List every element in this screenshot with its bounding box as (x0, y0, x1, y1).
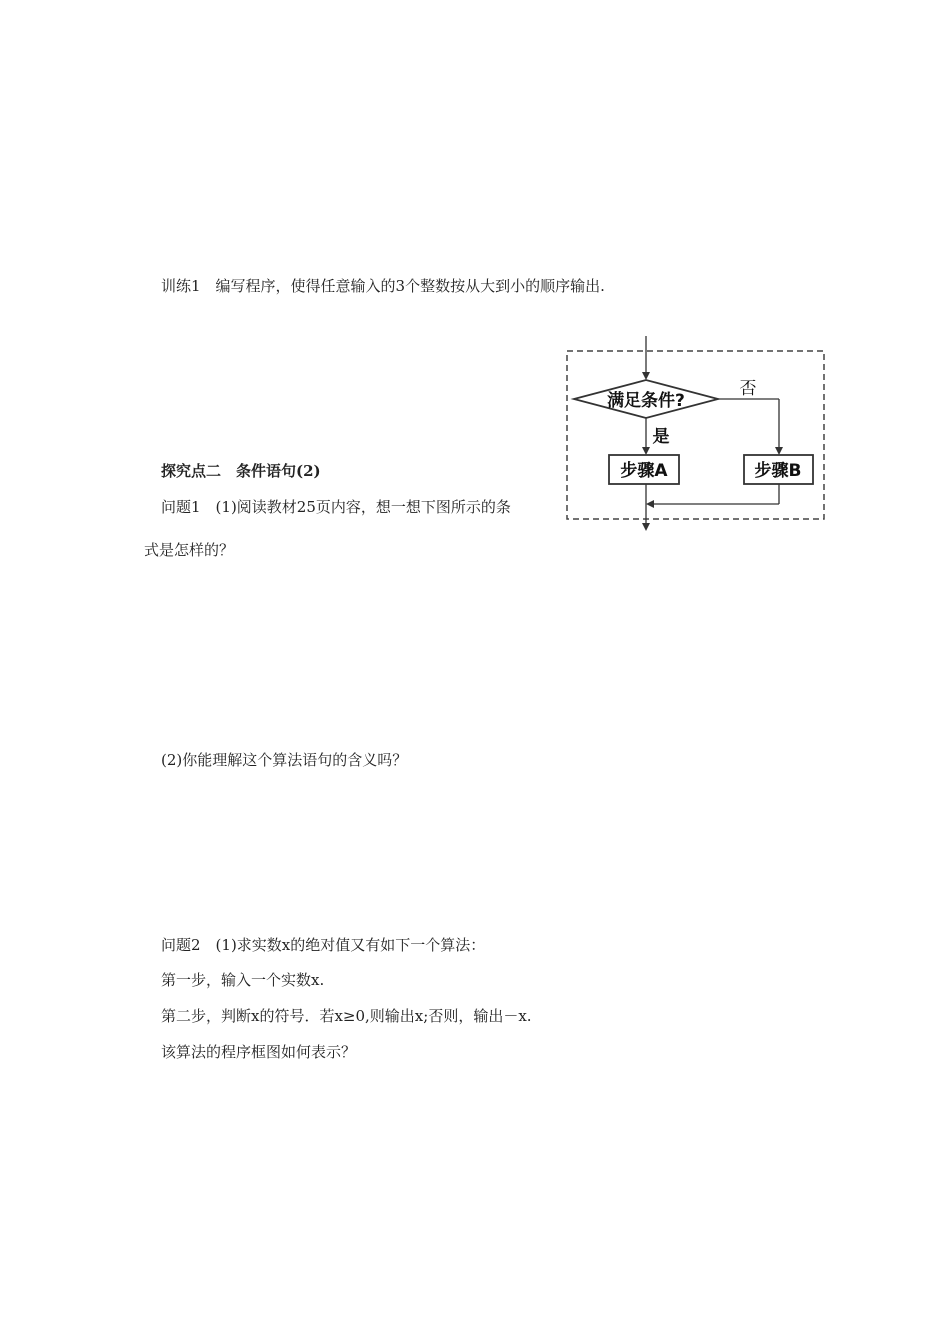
question-2-step-1: 第一步，输入一个实数x. (161, 971, 325, 989)
section-2-title: 探究点二 条件语句(2) (161, 462, 321, 480)
question-2-step-2: 第二步，判断x的符号．若x≥0,则输出x;否则，输出－x. (161, 1007, 532, 1025)
decision-label: 满足条件? (607, 391, 685, 411)
question-1-part-2: (2)你能理解这个算法语句的含义吗？ (161, 751, 408, 769)
yes-label: 是 (652, 427, 670, 447)
question-2-intro: 问题2 (1)求实数x的绝对值又有如下一个算法： (161, 936, 486, 954)
conditional-flowchart (566, 336, 826, 532)
step-b-label: 步骤B (754, 461, 802, 481)
step-a-label: 步骤A (620, 461, 668, 481)
question-1-part-1-line-2: 式是怎样的？ (144, 541, 235, 559)
training-1-text: 训练1 编写程序，使得任意输入的3个整数按从大到小的顺序输出. (161, 277, 605, 295)
question-1-part-1-line-1: 问题1 (1)阅读教材25页内容，想一想下图所示的条 (161, 498, 511, 516)
question-2-ask: 该算法的程序框图如何表示？ (161, 1043, 357, 1061)
no-label: 否 (739, 379, 757, 399)
